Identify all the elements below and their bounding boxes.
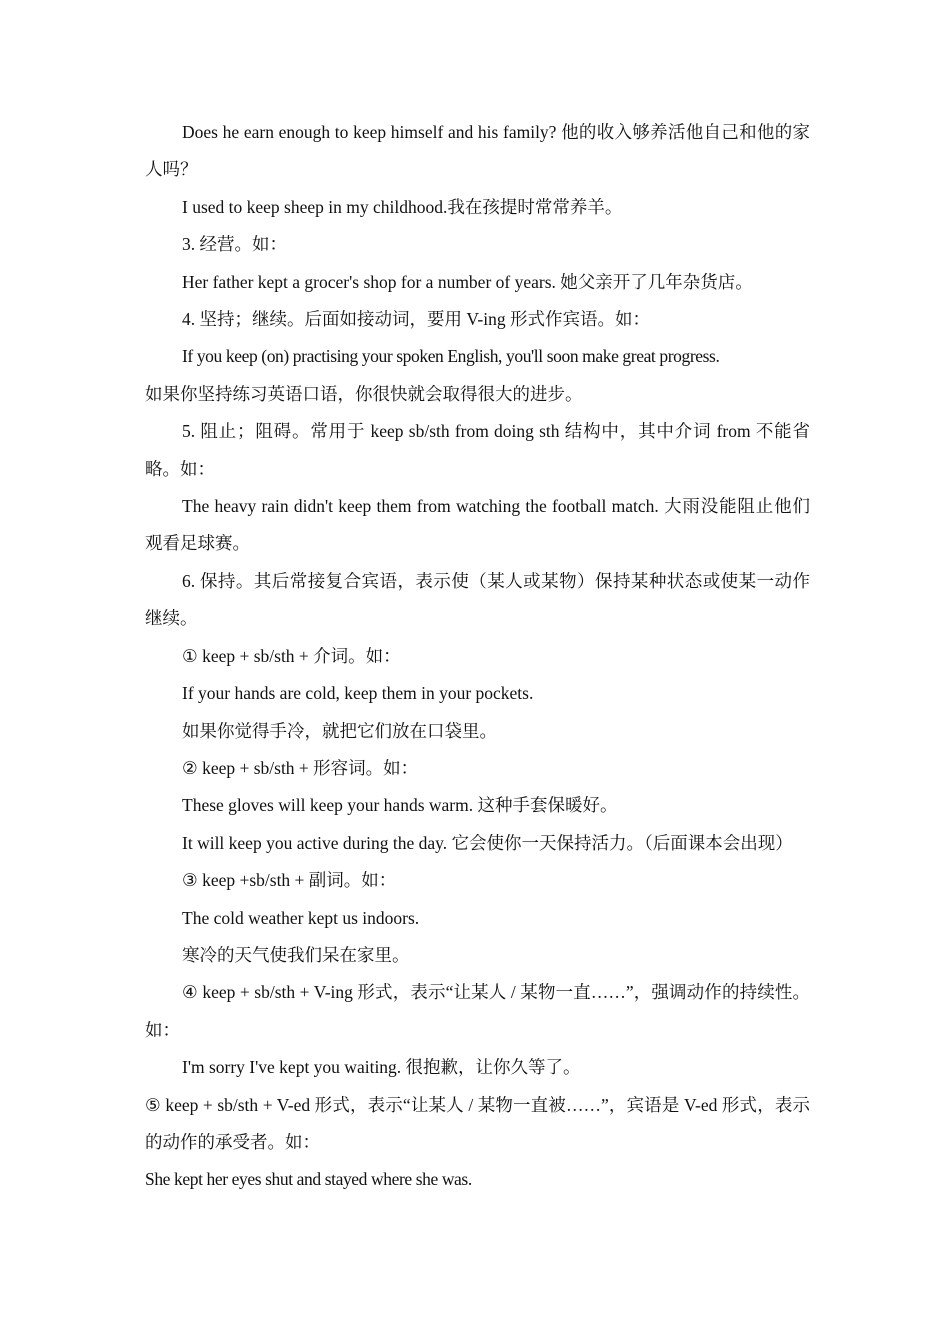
paragraph-15: These gloves will keep your hands warm. 这种手套保暖好。	[182, 795, 618, 816]
paragraph-2: I used to keep sheep in my childhood.我在孩提时常常养羊。	[182, 196, 623, 217]
document-page	[145, 114, 810, 1199]
paragraph-4: Her father kept a grocer's shop for a number of years. 她父亲开了几年杂货店。	[182, 271, 753, 292]
paragraph-12: If your hands are cold, keep them in your pockets.	[182, 683, 534, 704]
paragraph-22: ⑤ keep + sb/sth + V-ed 形式，表示“让某人 / 某物一直被……”，宾语是 V-ed 形式，表示的动作的承受者。如：	[145, 1094, 810, 1152]
paragraph-1: Does he earn enough to keep himself and his family? 他的收入够养活他自己和他的家人吗？	[145, 122, 810, 180]
paragraph-11: ① keep + sb/sth + 介词。如：	[182, 645, 401, 666]
paragraph-14: ② keep + sb/sth + 形容词。如：	[182, 757, 419, 778]
paragraph-8: 5. 阻止；阻碍。常用于 keep sb/sth from doing sth 结构中，其中介词 from 不能省略。如：	[145, 421, 810, 479]
paragraph-18: The cold weather kept us indoors.	[182, 907, 420, 928]
paragraph-10: 6. 保持。其后常接复合宾语，表示使（某人或某物）保持某种状态或使某一动作继续。	[145, 570, 810, 629]
paragraph-20: ④ keep + sb/sth + V-ing 形式，表示“让某人 / 某物一直……”，强调动作的持续性。如：	[145, 982, 810, 1040]
paragraph-6: If you keep (on) practising your spoken English, you'll soon make great progress.	[182, 346, 720, 367]
paragraph-16: It will keep you active during the day. 它会使你一天保持活力。（后面课本会出现）	[182, 832, 793, 853]
paragraph-7: 如果你坚持练习英语口语，你很快就会取得很大的进步。	[145, 383, 583, 404]
paragraph-19: 寒冷的天气使我们呆在家里。	[182, 944, 410, 965]
paragraph-13: 如果你觉得手冷，就把它们放在口袋里。	[182, 720, 497, 741]
paragraph-23: She kept her eyes shut and stayed where she was.	[145, 1169, 472, 1190]
paragraph-9: The heavy rain didn't keep them from watching the football match. 大雨没能阻止他们观看足球赛。	[145, 496, 810, 554]
paragraph-21: I'm sorry I've kept you waiting. 很抱歉，让你久等了。	[182, 1057, 581, 1078]
paragraph-3: 3. 经营。如：	[182, 234, 287, 255]
paragraph-5: 4. 坚持；继续。后面如接动词，要用 V-ing 形式作宾语。如：	[182, 309, 650, 330]
paragraph-17: ③ keep +sb/sth + 副词。如：	[182, 870, 397, 891]
